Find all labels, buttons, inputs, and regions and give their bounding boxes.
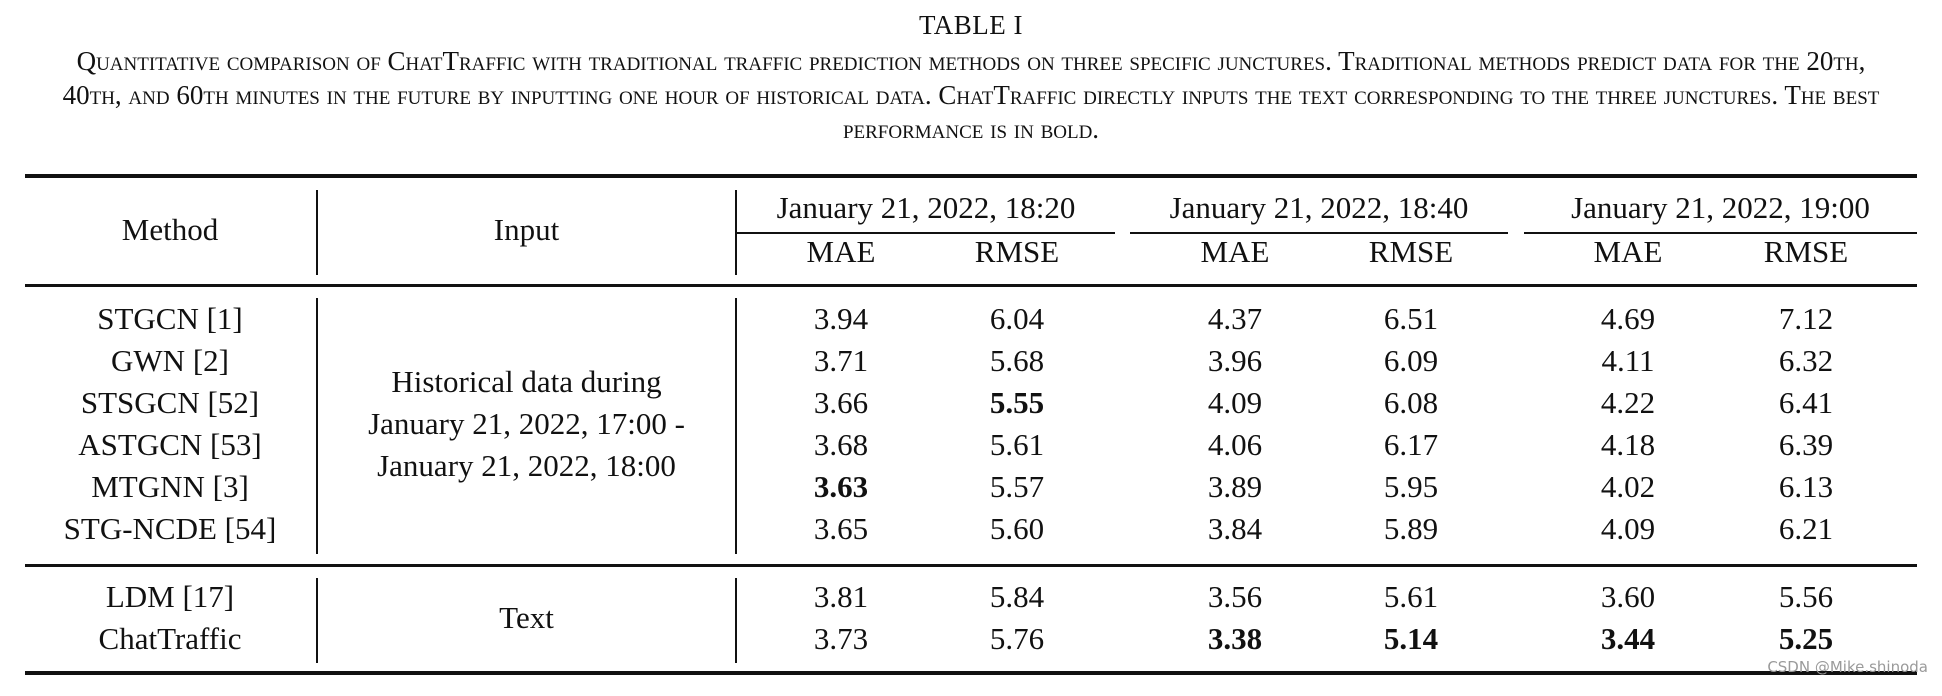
value-cell: 3.63 xyxy=(813,469,869,504)
row-method: LDM [17] xyxy=(105,579,235,614)
header-mae: MAE xyxy=(806,234,876,269)
value-cell: 6.51 xyxy=(1383,301,1439,336)
header-rmse: RMSE xyxy=(1763,234,1849,269)
row-method: GWN [2] xyxy=(111,343,229,378)
header-juncture-3: January 21, 2022, 19:00 xyxy=(1571,190,1870,225)
caption-text: Quantitative comparison of ChatTraffic with traditional traffic prediction methods on three specific junctures. Traditional methods predict data for the 20th, 40th, and 60th minutes in the future by inputting one hour of historical data. ChatTraffic directly inputs the text corresponding to the three junctures. The best performance is in bold. xyxy=(62,46,1880,144)
value-cell: 6.21 xyxy=(1778,511,1834,546)
row-method: STG-NCDE [54] xyxy=(63,511,277,546)
value-cell: 6.04 xyxy=(989,301,1045,336)
value-cell: 5.60 xyxy=(989,511,1045,546)
value-cell: 6.41 xyxy=(1778,385,1834,420)
value-cell: 4.06 xyxy=(1207,427,1263,462)
header-rule xyxy=(25,284,1917,287)
header-mae: MAE xyxy=(1593,234,1663,269)
header-rmse: RMSE xyxy=(1368,234,1454,269)
row-method: ChatTraffic xyxy=(98,621,242,656)
value-cell: 3.71 xyxy=(813,343,869,378)
header-mae: MAE xyxy=(1200,234,1270,269)
value-cell: 6.13 xyxy=(1778,469,1834,504)
value-cell: 5.95 xyxy=(1383,469,1439,504)
value-cell: 4.69 xyxy=(1600,301,1656,336)
header-juncture-2: January 21, 2022, 18:40 xyxy=(1169,190,1469,225)
value-cell: 3.56 xyxy=(1207,579,1263,614)
value-cell: 3.94 xyxy=(813,301,869,336)
value-cell: 3.60 xyxy=(1600,579,1656,614)
top-rule xyxy=(25,174,1917,178)
table-caption xyxy=(0,8,1942,146)
value-cell: 4.11 xyxy=(1601,343,1655,378)
input-historical-line-2: January 21, 2022, 17:00 - xyxy=(368,406,685,441)
row-method: STSGCN [52] xyxy=(80,385,260,420)
value-cell: 3.38 xyxy=(1207,621,1263,656)
value-cell: 3.65 xyxy=(813,511,869,546)
value-cell: 5.84 xyxy=(989,579,1045,614)
value-cell: 5.57 xyxy=(989,469,1045,504)
value-cell: 3.84 xyxy=(1207,511,1263,546)
row-method: MTGNN [3] xyxy=(91,469,249,504)
watermark: CSDN @Mike.shinoda xyxy=(1767,658,1928,676)
value-cell: 7.12 xyxy=(1778,301,1834,336)
value-cell: 4.09 xyxy=(1207,385,1263,420)
value-cell: 5.61 xyxy=(1383,579,1439,614)
value-cell: 5.76 xyxy=(989,621,1045,656)
value-cell: 3.66 xyxy=(813,385,869,420)
value-cell: 4.09 xyxy=(1600,511,1656,546)
bottom-rule xyxy=(25,671,1917,675)
value-cell: 5.25 xyxy=(1778,621,1834,656)
value-cell: 6.17 xyxy=(1383,427,1439,462)
value-cell: 3.73 xyxy=(813,621,869,656)
value-cell: 5.56 xyxy=(1778,579,1834,614)
input-text: Text xyxy=(499,600,554,635)
value-cell: 5.61 xyxy=(989,427,1045,462)
col-divider-input xyxy=(735,578,737,663)
value-cell: 3.68 xyxy=(813,427,869,462)
group-rule xyxy=(25,564,1917,567)
value-cell: 4.02 xyxy=(1600,469,1656,504)
header-juncture-1: January 21, 2022, 18:20 xyxy=(776,190,1076,225)
row-method: STGCN [1] xyxy=(97,301,243,336)
value-cell: 4.37 xyxy=(1207,301,1263,336)
value-cell: 5.14 xyxy=(1383,621,1439,656)
value-cell: 3.89 xyxy=(1207,469,1263,504)
value-cell: 3.81 xyxy=(813,579,869,614)
header-rmse: RMSE xyxy=(974,234,1060,269)
value-cell: 5.68 xyxy=(989,343,1045,378)
header-method: Method xyxy=(121,212,219,247)
input-historical-line-3: January 21, 2022, 18:00 xyxy=(377,448,676,483)
value-cell: 6.09 xyxy=(1383,343,1439,378)
value-cell: 5.55 xyxy=(989,385,1045,420)
value-cell: 6.39 xyxy=(1778,427,1834,462)
table-label: TABLE I xyxy=(918,10,1024,40)
value-cell: 3.44 xyxy=(1600,621,1656,656)
input-historical-line-1: Historical data during xyxy=(391,364,662,399)
value-cell: 6.08 xyxy=(1383,385,1439,420)
col-divider-input xyxy=(735,298,737,554)
row-method: ASTGCN [53] xyxy=(78,427,262,462)
value-cell: 4.22 xyxy=(1600,385,1656,420)
value-cell: 4.18 xyxy=(1600,427,1656,462)
value-cell: 3.96 xyxy=(1207,343,1263,378)
value-cell: 6.32 xyxy=(1778,343,1834,378)
value-cell: 5.89 xyxy=(1383,511,1439,546)
header-input: Input xyxy=(493,212,560,247)
